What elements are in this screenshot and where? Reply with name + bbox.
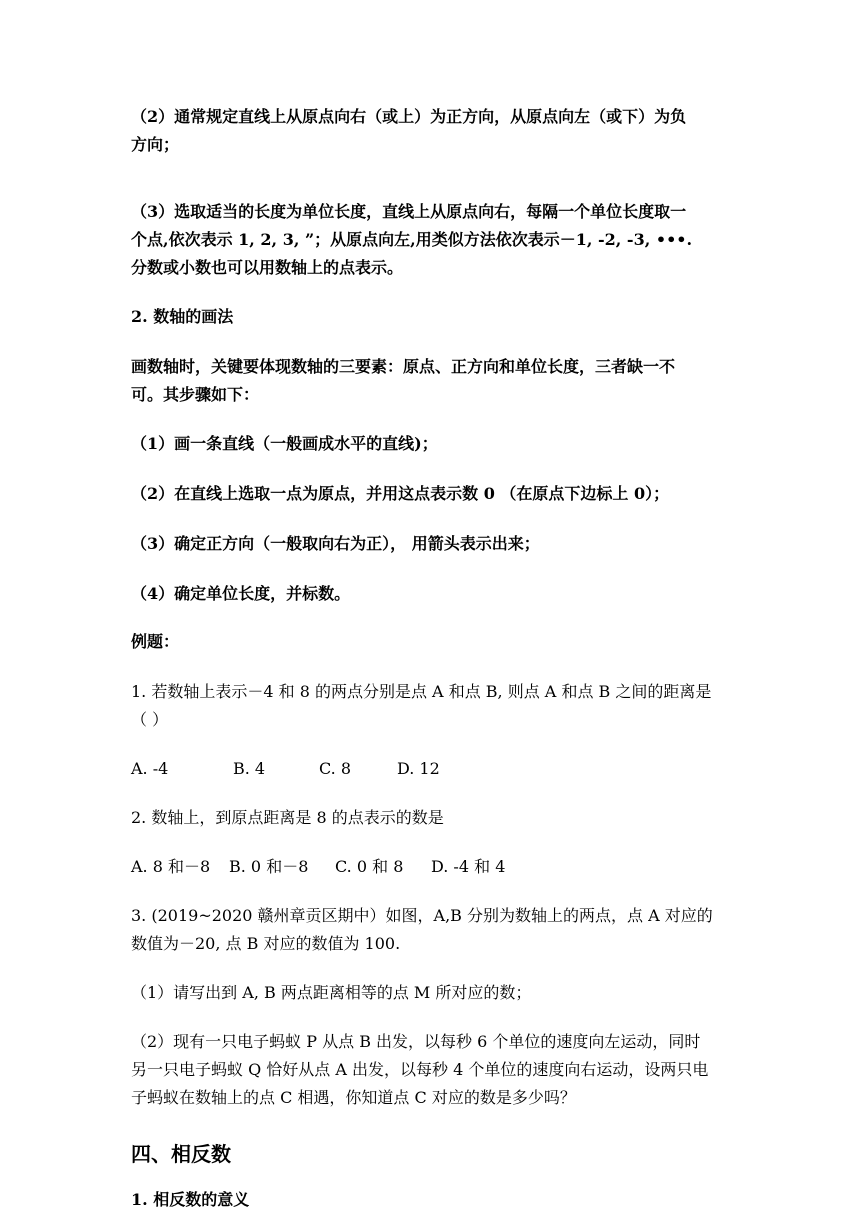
drawing-intro-line2: 可。其步骤如下：	[131, 385, 260, 404]
axis-rule-3-line3: 分数或小数也可以用数轴上的点表示。	[131, 258, 404, 277]
q1-option-a: A. -4	[131, 759, 169, 778]
question-3-line1: 3. (2019~2020 赣州章贡区期中）如图，A,B 分别为数轴上的两点，点 A 对应的	[131, 906, 713, 925]
question-3-sub2-line2: 另一只电子蚂蚁 Q 恰好从点 A 出发，以每秒 4 个单位的速度向右运动，设两只电	[131, 1060, 709, 1079]
drawing-step-3: （3）确定正方向（一般取向右为正）， 用箭头表示出来；	[131, 534, 540, 553]
drawing-step-2: （2）在直线上选取一点为原点，并用这点表示数 0 （在原点下边标上 0）；	[131, 484, 670, 503]
question-3-line2: 数值为－20, 点 B 对应的数值为 100.	[131, 934, 401, 953]
q2-option-c: C. 0 和 8	[335, 857, 404, 876]
question-3-sub2-line3: 子蚂蚁在数轴上的点 C 相遇，你知道点 C 对应的数是多少吗？	[131, 1088, 576, 1107]
drawing-step-4: （4）确定单位长度，并标数。	[131, 584, 351, 603]
drawing-step-1: （1）画一条直线（一般画成水平的直线)；	[131, 434, 438, 453]
question-2-options	[131, 853, 741, 881]
axis-rule-3-line2: 个点,依次表示 1, 2, 3, ”；从原点向左,用类似方法依次表示－1, -2, -3, •••.	[131, 230, 693, 249]
q2-option-a: A. 8 和－8	[131, 857, 211, 876]
subsection-title-drawing: 2. 数轴的画法	[131, 307, 234, 326]
q2-option-b: B. 0 和－8	[229, 857, 309, 876]
q1-option-b: B. 4	[233, 759, 266, 778]
axis-rule-3-line1: （3）选取适当的长度为单位长度，直线上从原点向右，每隔一个单位长度取一	[131, 202, 687, 221]
question-1-options	[131, 755, 741, 783]
question-3-sub2-line1: （2）现有一只电子蚂蚁 P 从点 B 出发，以每秒 6 个单位的速度向左运动，同时	[131, 1032, 701, 1051]
question-2-line1: 2. 数轴上，到原点距离是 8 的点表示的数是	[131, 808, 444, 827]
q2-option-d: D. -4 和 4	[431, 857, 506, 876]
q1-option-d: D. 12	[397, 759, 440, 778]
question-3-sub1: （1）请写出到 A, B 两点距离相等的点 M 所对应的数；	[131, 983, 532, 1002]
drawing-intro-line1: 画数轴时，关键要体现数轴的三要素：原点、正方向和单位长度，三者缺一不	[131, 357, 676, 376]
q1-option-c: C. 8	[319, 759, 352, 778]
axis-rule-2-line2: 方向；	[131, 135, 180, 154]
question-1-line2: （ ）	[131, 710, 169, 729]
section-heading-opposite-numbers: 四、相反数	[131, 1142, 231, 1166]
axis-rule-2-line1: （2）通常规定直线上从原点向右（或上）为正方向，从原点向左（或下）为负	[131, 107, 687, 126]
examples-label: 例题：	[131, 632, 180, 651]
question-1-line1: 1. 若数轴上表示－4 和 8 的两点分别是点 A 和点 B, 则点 A 和点 B 之间的距离是	[131, 682, 712, 701]
subsection-title-meaning: 1. 相反数的意义	[131, 1190, 250, 1209]
